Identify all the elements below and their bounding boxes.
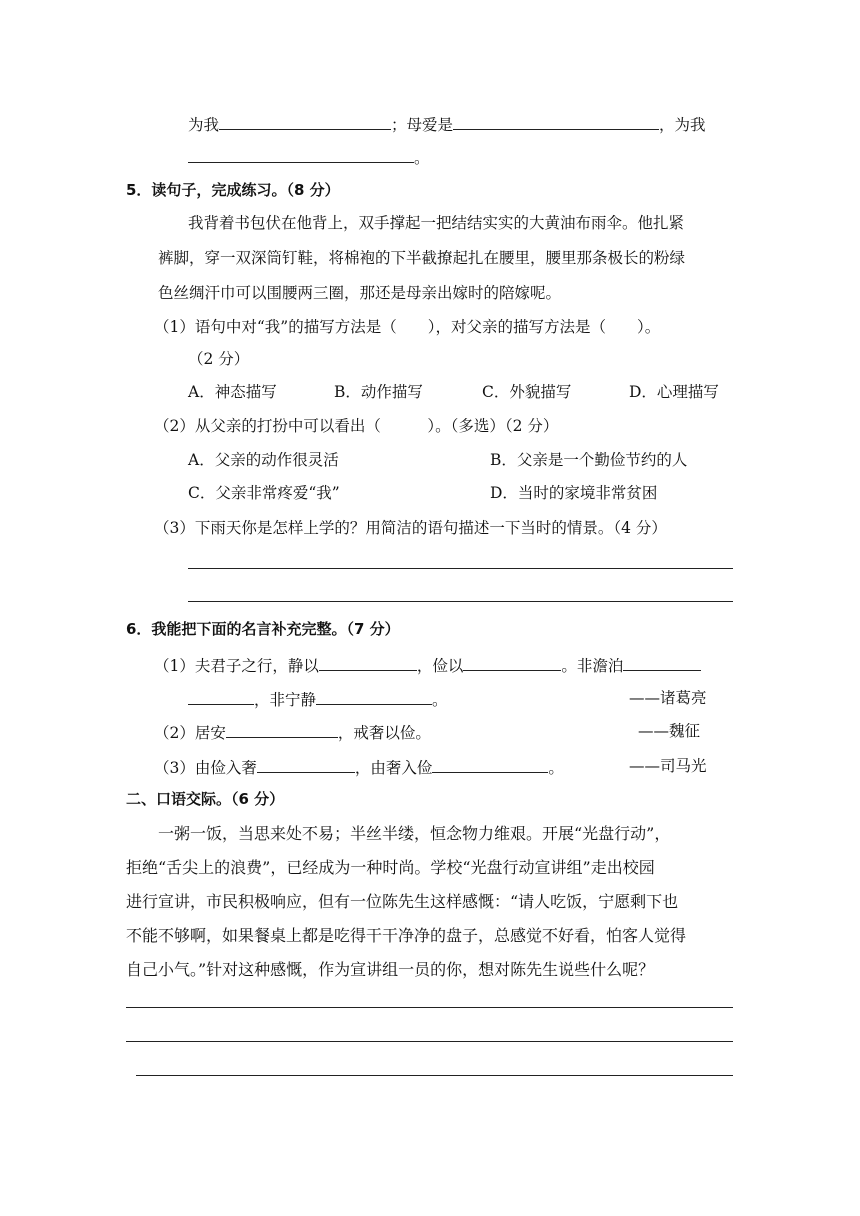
option-d[interactable]: D．当时的家境非常贫困: [490, 484, 658, 502]
q6-line-2: [188, 688, 448, 710]
answer-blank[interactable]: [319, 654, 417, 671]
answer-line[interactable]: [126, 1041, 733, 1042]
part2-passage-line: 一粥一饭，当思来处不易；半丝半缕，恒念物力维艰。开展“光盘行动”，: [158, 824, 671, 843]
answer-blank[interactable]: [188, 146, 414, 163]
q5-sub2: （2）从父亲的打扮中可以看出（ ）。（多选）（2 分）: [154, 417, 559, 435]
answer-blank[interactable]: [432, 756, 548, 773]
q6-text: （3）由俭入奢: [154, 759, 257, 777]
q6-text: （2）居安: [154, 724, 226, 742]
prev-text-end: 。: [414, 149, 430, 167]
prev-text-c: ，为我: [659, 116, 706, 134]
q6-text: （1）夫君子之行，静以: [154, 657, 319, 675]
prev-text-b: ；母爱是: [391, 116, 454, 134]
answer-line[interactable]: [188, 601, 733, 602]
part2-passage-line: 进行宣讲，市民积极响应，但有一位陈先生这样感慨：“请人吃饭，宁愿剩下也: [126, 892, 679, 911]
option-c[interactable]: C．父亲非常疼爱“我”: [188, 484, 340, 502]
answer-blank[interactable]: [257, 756, 355, 773]
prev-text-a: 为我: [188, 116, 220, 134]
q6-text: 。非澹泊: [561, 657, 624, 675]
option-b[interactable]: B．父亲是一个勤俭节约的人: [490, 451, 688, 469]
option-a[interactable]: A．父亲的动作很灵活: [188, 451, 339, 469]
q5-sub1: （1）语句中对“我”的描写方法是（ ），对父亲的描写方法是（ ）。: [154, 318, 661, 336]
q5-passage-line: 裤脚，穿一双深筒钉鞋，将棉袍的下半截撩起扎在腰里，腰里那条极长的粉绿: [158, 249, 686, 267]
answer-blank[interactable]: [188, 688, 254, 705]
author-zhuge-liang: ——诸葛亮: [629, 689, 707, 707]
answer-blank[interactable]: [463, 654, 561, 671]
answer-blank[interactable]: [226, 721, 338, 738]
prev-line-1: [188, 113, 706, 135]
q5-passage-line: 色丝绸汗巾可以围腰两三圈，那还是母亲出嫁时的陪嫁呢。: [158, 284, 562, 302]
option-b[interactable]: B．动作描写: [334, 383, 423, 401]
q6-text: ，非宁静: [254, 691, 317, 709]
answer-line[interactable]: [136, 1075, 733, 1076]
answer-line[interactable]: [188, 568, 733, 569]
answer-blank[interactable]: [219, 113, 391, 130]
q5-sub3: （3）下雨天你是怎样上学的？用简洁的语句描述一下当时的情景。（4 分）: [154, 519, 667, 537]
q6-text: ，由奢入俭: [354, 759, 433, 777]
author-wei-zheng: ——魏征: [638, 722, 701, 740]
option-d[interactable]: D．心理描写: [629, 383, 719, 401]
q6-text: 。: [548, 759, 564, 777]
option-a[interactable]: A．神态描写: [188, 383, 277, 401]
part2-passage-line: 拒绝“舌尖上的浪费”，已经成为一种时尚。学校“光盘行动宣讲组”走出校园: [126, 858, 655, 877]
q6-line-4: [154, 756, 564, 778]
answer-line[interactable]: [126, 1007, 733, 1008]
q6-line-1: [154, 654, 701, 676]
answer-blank[interactable]: [623, 654, 701, 671]
part2-passage-line: 不能不够啊，如果餐桌上都是吃得干干净净的盘子，总感觉不好看，怕客人觉得: [126, 926, 687, 945]
answer-blank[interactable]: [453, 113, 659, 130]
q5-sub1-score: （2 分）: [188, 350, 250, 368]
part2-title: 二、口语交际。（6 分）: [126, 790, 285, 808]
q6-text: ，俭以: [416, 657, 464, 675]
prev-line-2: [188, 146, 430, 168]
q6-title: 6．我能把下面的名言补充完整。（7 分）: [126, 620, 400, 638]
author-sima-guang: ——司马光: [629, 757, 707, 775]
q6-text: ，戒奢以俭。: [337, 724, 431, 742]
q5-passage-line: 我背着书包伏在他背上，双手撑起一把结结实实的大黄油布雨伞。他扎紧: [188, 214, 685, 232]
part2-passage-line: 自己小气。”针对这种感慨，作为宣讲组一员的你，想对陈先生说些什么呢？: [126, 960, 655, 979]
q6-text: 。: [432, 691, 448, 709]
answer-blank[interactable]: [316, 688, 432, 705]
option-c[interactable]: C．外貌描写: [482, 383, 572, 401]
q6-line-3: [154, 721, 431, 743]
q5-title: 5．读句子，完成练习。（8 分）: [126, 181, 340, 199]
